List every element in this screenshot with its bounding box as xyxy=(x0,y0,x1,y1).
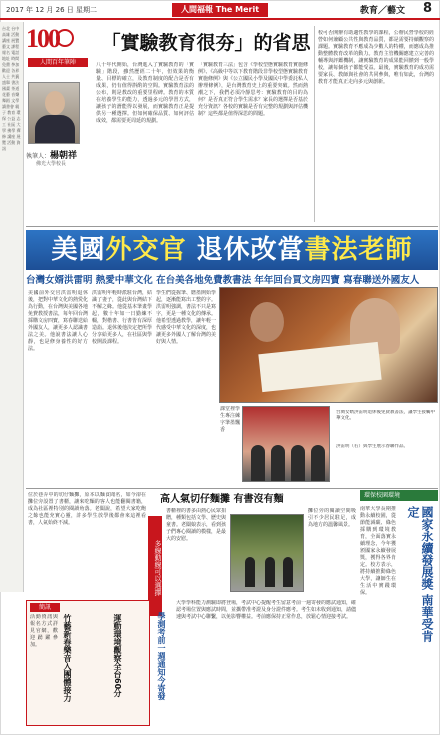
feature-banner xyxy=(26,230,438,270)
feature-body-col-3: 學生們從握筆、磨墨開始學起，逐漸能寫出工整的字。洪雷明強調，書法不只是寫字，更是一種文化的傳承。他希望透過教學，讓年輕一代感受中華文化的深度，也讓更多外國人了解台灣的美好與人情。 xyxy=(156,290,216,345)
exam-body: 大學學科能力測驗即將登場，考試中心提醒考生留意考前一週寄發的應試通知，確認考場位置與應試時間，並攜帶准考證及身分證件應考。考生如未收到通知，請儘速與考試中心聯繫，以免影響權益。考前應保持正常作息，放鬆心情迎接考試。 xyxy=(176,600,356,620)
environment-section-banner: 環保校園環境 xyxy=(360,490,438,501)
listing-column xyxy=(0,22,24,592)
section-name: 教育／藝文 xyxy=(360,6,406,16)
visitor-figure xyxy=(245,557,255,587)
column-divider xyxy=(314,26,315,222)
author-face-shape xyxy=(45,91,65,115)
calligraphy-paper xyxy=(258,342,381,392)
environment-headline: 國家永續發展獎 南華受肯定 xyxy=(406,506,434,643)
article-body-col-2: 「實驗教育三法」包含《學校型態實驗教育實施條例》、《高級中等以下教育階段非學校型態實驗教育實施條例》與《公立國民小學及國民中學委託私人辦理條例》，是台灣教育史上的重要突破。然而熱潮之下，我們必須冷靜思考：實驗教育的目的為何？是否真正符合學生需求？家長的選擇是否基於充分資訊？各校的實驗是否有完整的規劃與評估機制？這些都是值得深思的問題。 xyxy=(198,62,308,117)
author-photo xyxy=(28,82,80,144)
feature-title xyxy=(26,230,438,270)
author-prefix: 執筆人： xyxy=(26,153,51,160)
article-body-col-1: 八十年代開始，台灣進入了實驗教育的「實驗」階段，雖然歷經二十年，但效果的衡量、目標的確立，及教育制度的配合是否有成果，仍有值得斟酌的空間。實驗教育法的公布，則是教改的重要里程碑。教育的本質在培養學生的能力，透過多元的學習方式，讓孩子的潛能得以發展，而實驗教育正是提供另一種選擇。但如何確保品質、如何評估成效，都需要更周延的規劃。 xyxy=(96,62,194,124)
page-number: 8 xyxy=(423,1,433,16)
noodle-stall-body-2: 書櫃裡的書多由熱心民眾捐贈，種類包括文學、歷史與童書。老闆娘表示，看到孩子們專心閱讀的模樣，是最大的安慰。 xyxy=(166,508,226,542)
issue-date: 2017 年 12 月 26 日 星期二 xyxy=(6,6,97,14)
section-divider-bottom xyxy=(26,488,438,489)
feature-body-col-4: 課堂裡學生專注練字筆墨飄香 xyxy=(220,406,240,433)
feature-title-highlight-1: 外交官 xyxy=(105,235,187,265)
section-divider-top xyxy=(26,226,438,227)
noodle-stall-tag: 多線動線可以選擇 xyxy=(148,516,162,616)
visitor-figure xyxy=(265,557,275,587)
calligraphy-class-photo xyxy=(219,287,438,403)
environment-body: 南華大學長期推動永續校園，從節能減碳、綠色採購到環境教育，全面落實永續理念，今年獲頒國家永續發展獎，獲得各界肯定。校方表示，將持續推動綠色大學，讓師生在生活中實踐環保。 xyxy=(360,506,396,596)
group-figure xyxy=(291,445,305,481)
newspaper-logo: 人間福報 The Merit Times xyxy=(172,3,268,17)
group-figure xyxy=(311,445,325,481)
feature-subhead: 台灣女婿洪雷明 熱愛中華文化 在台美各地免費教書法 年年回台買文房四寶 寫春聯送外國友人 xyxy=(26,275,420,286)
listing-text: 台北 台中 高雄 活動 講座 展覽 藝文 課程 報名 電話 地址 時間 免費 參加 歡迎 各界 人士 共襄 盛舉 書法 國畫 茶道 花藝 音樂 舞蹈 文學 讀書會 親子 教育 環保 公益 志工 社區 大學 佛學 禪修 講座 展覽 活動 資訊 xyxy=(2,26,21,151)
author-suit-shape xyxy=(35,115,75,144)
group-figure xyxy=(271,445,285,481)
badge-number: 100 xyxy=(26,24,59,53)
student-figure xyxy=(250,302,284,342)
brief-headline-2: 運動環境觀察全台60分 xyxy=(113,614,122,698)
noodle-stall-headline: 高人氣切仔麵攤 有書沒有麵 xyxy=(160,494,284,505)
feature-body-col-1: 美國前外交官洪雷明退休後，把對中華文化的熱愛化為行動，在台灣與美國各地免費教授書法，每年回台灣採購文房四寶，寫春聯送給外國友人，讓更多人認識書法之美。他說書法讓人心靜，也是修身養性的好方法。 xyxy=(28,290,88,352)
group-photo xyxy=(242,406,330,482)
badge-caption: 人間百年筆陣 xyxy=(28,58,88,67)
brief-label: 簡訊 xyxy=(30,603,60,612)
masthead xyxy=(0,0,440,28)
author-role: 佛光大學校長 xyxy=(36,161,67,167)
noodle-stall-photo xyxy=(230,514,304,592)
noodle-stall-body-1: 位於巷弄中的切仔麵攤，原本以麵食聞名，如今卻在攤位旁設置了書櫃，讓來吃麵的客人也能翻閱書籍，成為社區裡特別的閱讀角落。老闆說，希望大家吃飽之餘也能充實心靈，許多學生放學後都會來這裡看書，人氣始終不減。 xyxy=(28,492,146,526)
photo-caption-bottom: 洪雷明（右）與學生展示春聯作品。 xyxy=(336,444,408,449)
group-figure xyxy=(251,445,265,481)
brief-body: 活動資訊與報名方式詳見官網，歡迎踴躍參加。 xyxy=(30,614,58,648)
photo-caption-top: 台灣女婿洪雷明退休後免費教書法，讓學生接觸中華文化。 xyxy=(336,410,435,421)
noodle-stall-body-3: 攤位旁的閱讀空間吸引不少居民駐足，成為地方的溫馨風景。 xyxy=(308,508,356,528)
article-body-col-3: 校可否開辦有助適性教學的課程，公辦民營學校的經營如何兼顧公共性與教育品質，都是需要持續觀察的課題。實驗教育不應成為少數人的特權，而應成為推動整體教育改革的動力。教育主管機關應建立完善的輔導與評鑑機制，讓實驗教育的成果能回饋到一般學校，讓每個孩子都能受益。最後，實驗教育的成功需要家長、教師與社會的共同參與，唯有如此，台灣的教育才能真正走向多元與創新。 xyxy=(318,30,434,85)
brief-headline-1: 竹藝新春樂音入團體接力 xyxy=(63,614,72,702)
visitor-figure xyxy=(283,557,293,587)
feature-title-highlight-2: 書法老師 xyxy=(304,235,413,265)
feature-title-part-1: 美國 xyxy=(51,235,106,265)
author-name: 楊朝祥 xyxy=(50,151,78,161)
feature-body-col-2: 洪雷明年輕時派駐台灣，結識了妻子，從此與台灣結下不解之緣。他從基本筆畫學起，數十年如一日勤練不輟，對楷書、行書皆有深厚造詣。退休後他決定把所學分享給更多人，在社區與學校開設課程。 xyxy=(92,290,152,345)
page-headline: 「實驗教育很夯」的省思 xyxy=(101,32,311,54)
badge-ring-icon xyxy=(56,29,74,47)
feature-title-part-2: 退休改當 xyxy=(186,235,305,265)
exam-headline: 學測考前一週通知今寄發 xyxy=(157,612,166,700)
centennial-badge xyxy=(26,24,88,76)
